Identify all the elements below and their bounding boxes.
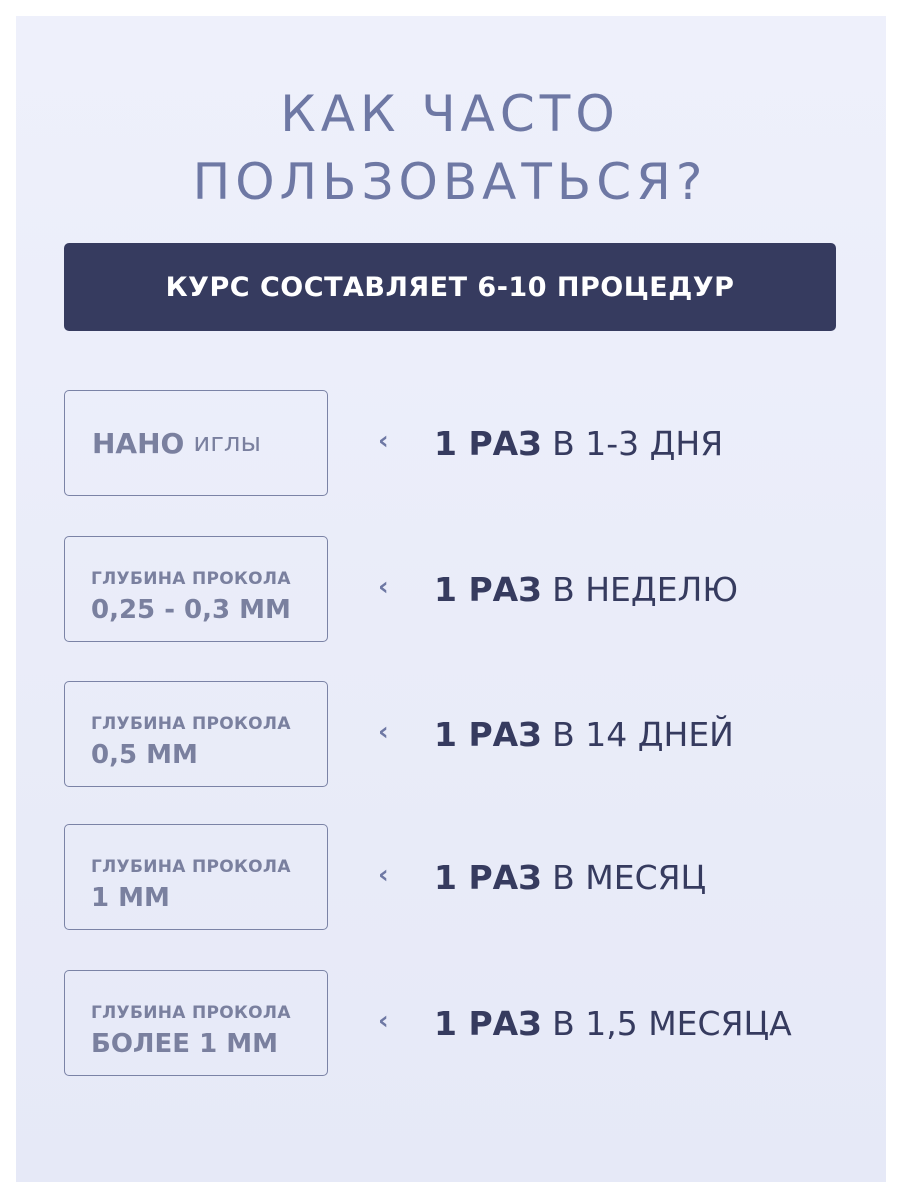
chevron-left-icon: ‹ — [378, 426, 389, 456]
needle-type-light: иглы — [193, 428, 262, 458]
frequency-count: 1 РАЗ — [434, 424, 542, 463]
frequency-row-depth-over-1 — [64, 970, 836, 1078]
frequency-text — [434, 424, 723, 463]
depth-value: 1 ММ — [91, 883, 170, 913]
frequency-row-depth-1 — [64, 824, 836, 932]
frequency-text — [434, 570, 738, 609]
depth-value: БОЛЕЕ 1 ММ — [91, 1029, 278, 1059]
frequency-row-nano — [64, 390, 836, 498]
chevron-left-icon: ‹ — [378, 717, 389, 747]
title-line-2: ПОЛЬЗОВАТЬСЯ? — [192, 153, 708, 211]
frequency-count: 1 РАЗ — [434, 1004, 542, 1043]
depth-badge — [64, 681, 328, 787]
frequency-row-depth-025 — [64, 536, 836, 644]
course-banner — [64, 243, 836, 331]
depth-label: ГЛУБИНА ПРОКОЛА — [91, 714, 291, 734]
depth-value: 0,25 - 0,3 ММ — [91, 595, 291, 625]
frequency-text — [434, 715, 734, 754]
frequency-text — [434, 858, 706, 897]
frequency-period: В 1,5 МЕСЯЦА — [541, 1004, 792, 1043]
frequency-period: В 1-3 ДНЯ — [541, 424, 724, 463]
depth-value: 0,5 ММ — [91, 740, 198, 770]
depth-label: ГЛУБИНА ПРОКОЛА — [91, 569, 291, 589]
depth-badge — [64, 970, 328, 1076]
depth-label: ГЛУБИНА ПРОКОЛА — [91, 1003, 291, 1023]
frequency-period: В НЕДЕЛЮ — [541, 570, 738, 609]
frequency-text — [434, 1004, 792, 1043]
frequency-row-depth-05 — [64, 681, 836, 789]
chevron-left-icon: ‹ — [378, 860, 389, 890]
frequency-count: 1 РАЗ — [434, 858, 542, 897]
frequency-count: 1 РАЗ — [434, 570, 542, 609]
needle-type-badge — [64, 390, 328, 496]
needle-type-strong: НАНО — [92, 426, 185, 460]
chevron-left-icon: ‹ — [378, 572, 389, 602]
title-line-1: КАК ЧАСТО — [280, 85, 620, 143]
course-banner-text: КУРС СОСТАВЛЯЕТ 6-10 ПРОЦЕДУР — [165, 271, 735, 303]
frequency-period: В 14 ДНЕЙ — [541, 715, 734, 754]
depth-badge — [64, 536, 328, 642]
frequency-count: 1 РАЗ — [434, 715, 542, 754]
depth-label: ГЛУБИНА ПРОКОЛА — [91, 857, 291, 877]
frequency-period: В МЕСЯЦ — [541, 858, 707, 897]
depth-badge — [64, 824, 328, 930]
chevron-left-icon: ‹ — [378, 1006, 389, 1036]
page-title — [0, 80, 900, 216]
